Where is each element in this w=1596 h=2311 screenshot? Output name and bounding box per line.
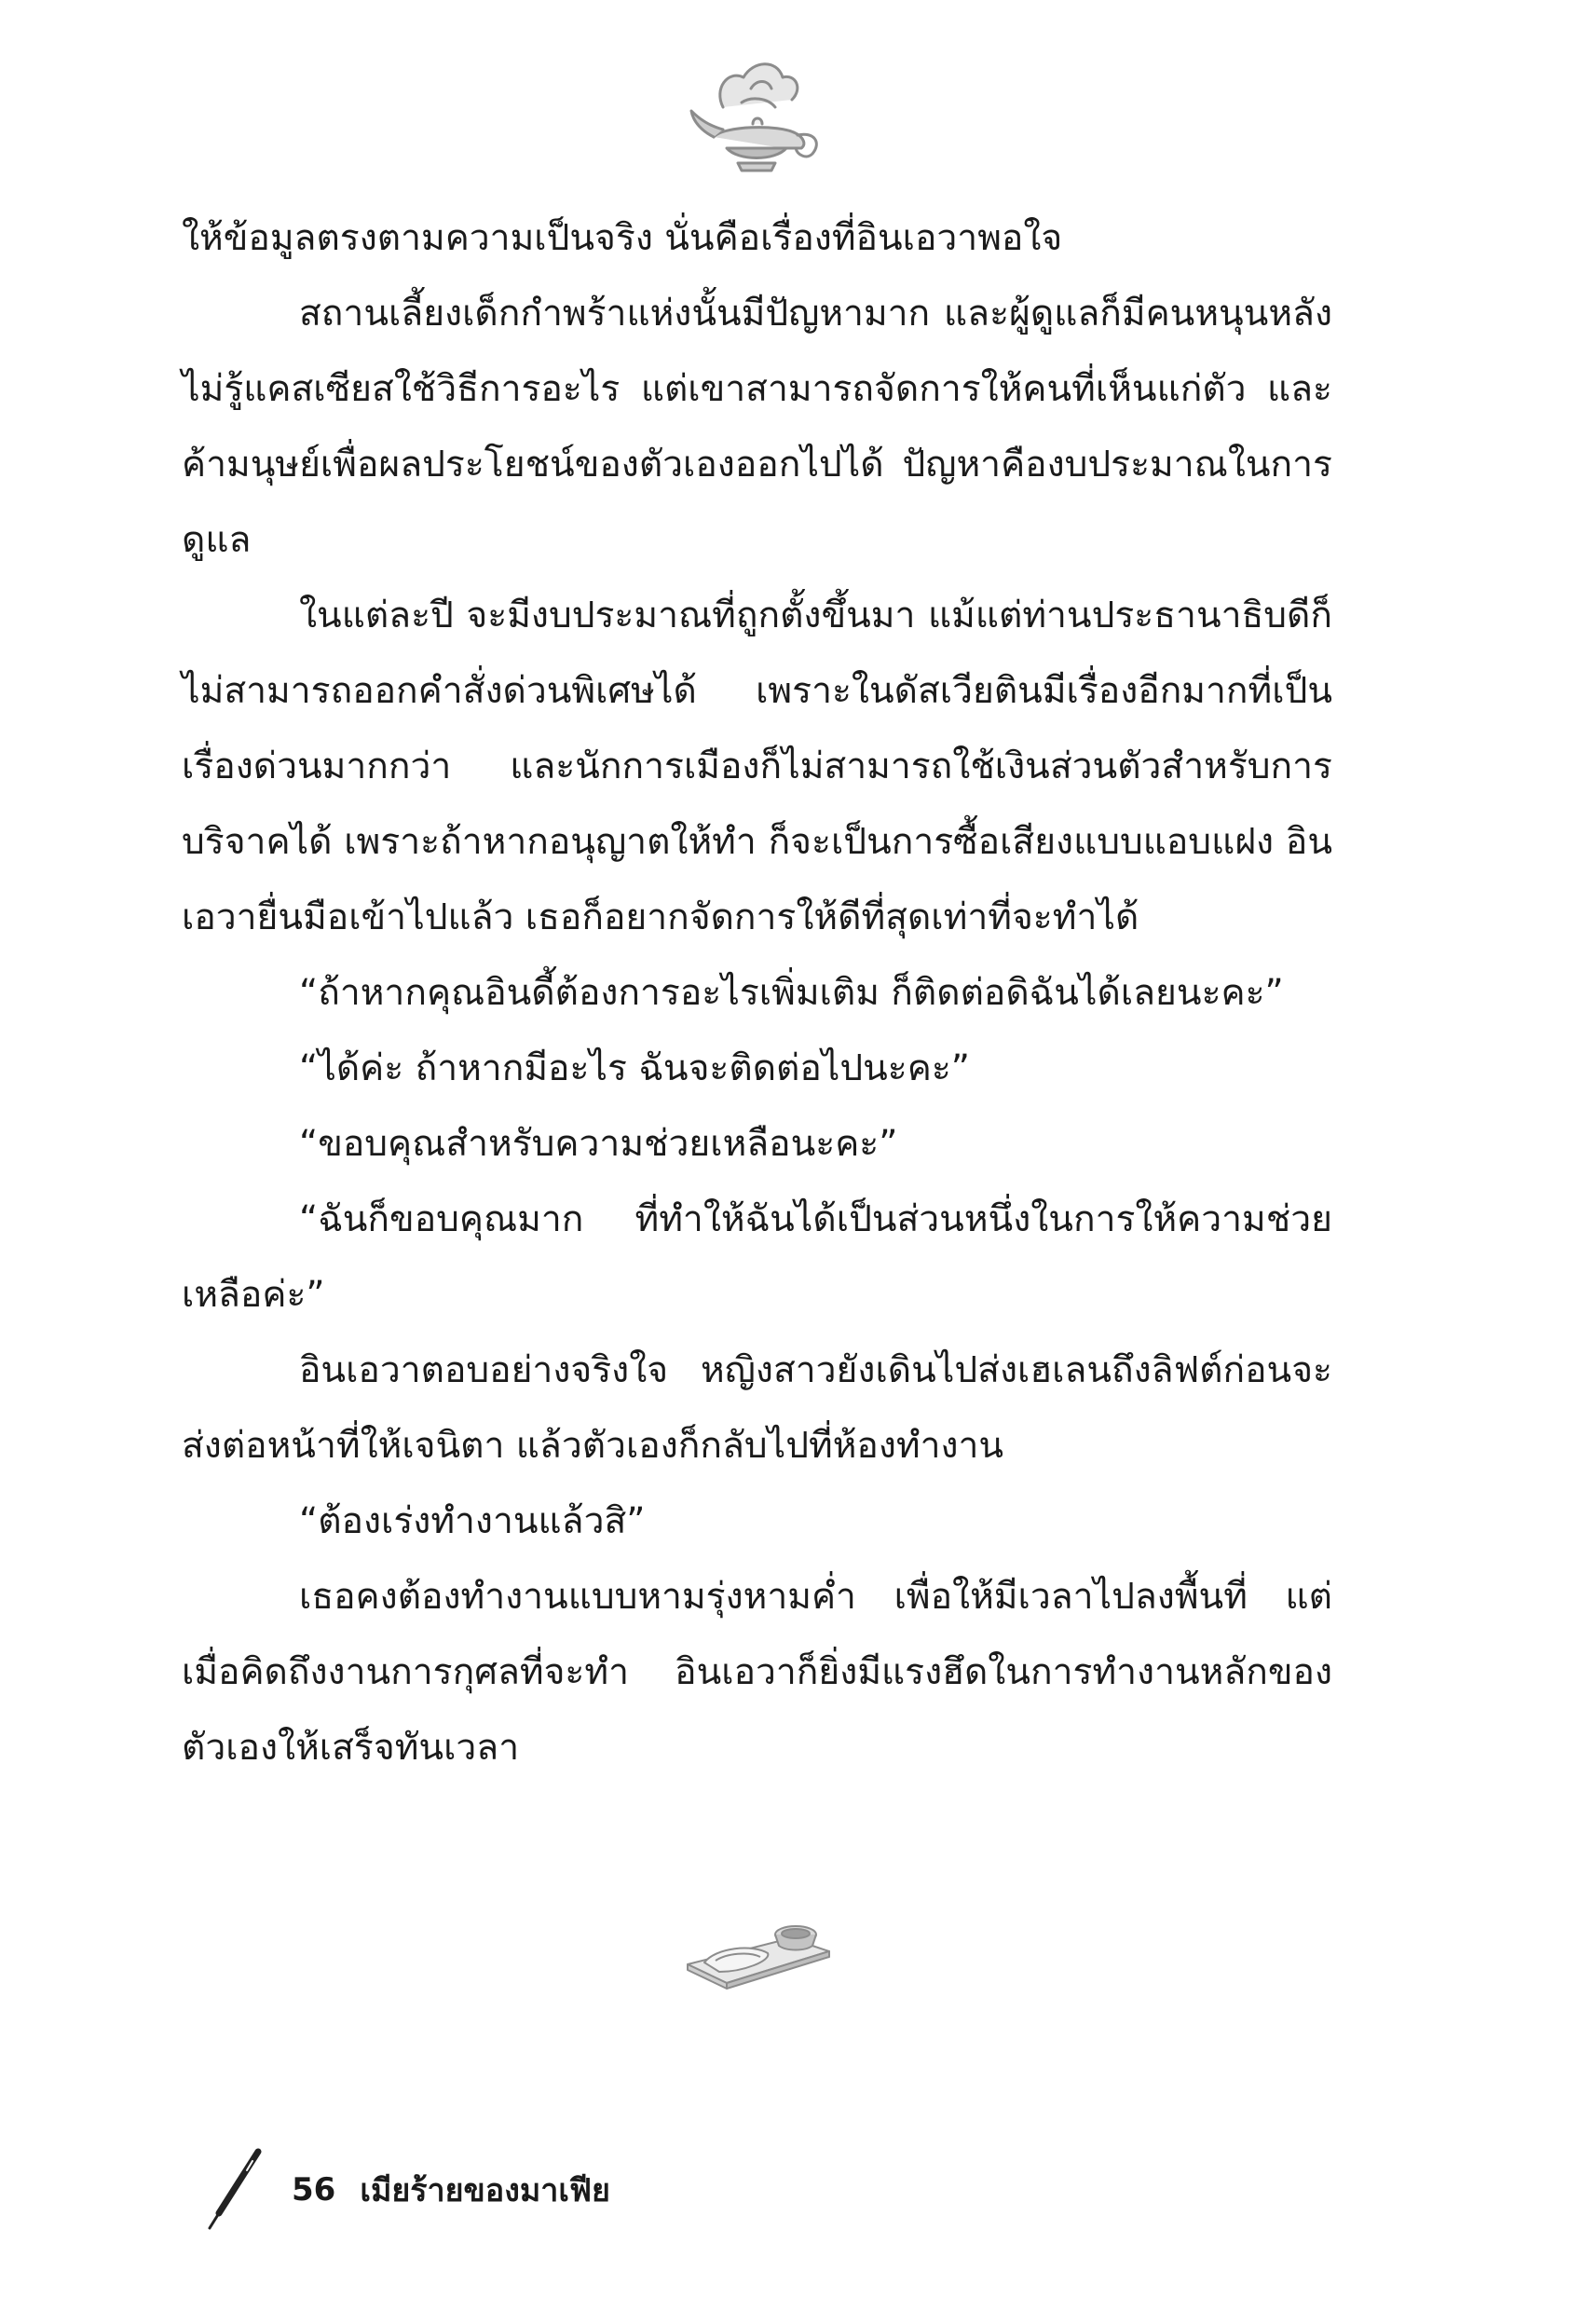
body-text (182, 200, 1332, 1785)
pen-icon (200, 2148, 266, 2232)
paragraph: “ได้ค่ะ ถ้าหากมีอะไร ฉันจะติดต่อไปนะคะ” (299, 1047, 970, 1089)
paragraph: ในแต่ละปี จะมีงบประมาณที่ถูกตั้งขึ้นมา แม้แต่ท่านประธานาธิบดีก็ไม่สามารถออกคำสั่งด่วนพิเศษได้ เพราะในดัสเวียตินมีเรื่องอีกมากที่เป็นเรื่องด่วนมากกว่า และนักการเมืองก็ไม่สามารถใช้เงินส่วนตัวสำหรับการบริจาคได้ เพราะถ้าหากอนุญาตให้ทำ ก็จะเป็นการซื้อเสียงแบบแอบแฝง อินเอวายื่นมือเข้าไปแล้ว เธอก็อยากจัดการให้ดีที่สุดเท่าที่จะทำได้ (182, 595, 1332, 938)
paragraph: “ฉันก็ขอบคุณมาก ที่ทำให้ฉันได้เป็นส่วนหนึ่งในการให้ความช่วยเหลือค่ะ” (182, 1198, 1332, 1316)
paragraph: “ถ้าหากคุณอินดี้ต้องการอะไรเพิ่มเติม ก็ติดต่อดิฉันได้เลยนะคะ” (299, 972, 1284, 1014)
page-number: 56 (292, 2171, 336, 2208)
book-title: เมียร้ายของมาเฟีย (360, 2172, 610, 2209)
food-plate-icon (678, 1910, 837, 1994)
paragraph: “ขอบคุณสำหรับความช่วยเหลือนะคะ” (299, 1123, 898, 1165)
paragraph: สถานเลี้ยงเด็กกำพร้าแห่งนั้นมีปัญหามาก และผู้ดูแลก็มีคนหนุนหลัง ไม่รู้แคสเซียสใช้วิธีการอะไร แต่เขาสามารถจัดการให้คนที่เห็นแก่ตัว และค้ามนุษย์เพื่อผลประโยชน์ของตัวเองออกไปได้ ปัญหาคืองบประมาณในการดูแล (182, 293, 1332, 561)
page-footer (200, 2153, 610, 2227)
paragraph: “ต้องเร่งทำงานแล้วสิ” (299, 1500, 646, 1542)
genie-lamp-icon (686, 51, 825, 182)
paragraph: เธอคงต้องทำงานแบบหามรุ่งหามค่ำ เพื่อให้มีเวลาไปลงพื้นที่ แต่เมื่อคิดถึงงานการกุศลที่จะทำ อินเอวาก็ยิ่งมีแรงฮึดในการทำงานหลักของตัวเองให้เสร็จทันเวลา (182, 1576, 1332, 1769)
paragraph: ให้ข้อมูลตรงตามความเป็นจริง นั่นคือเรื่องที่อินเอวาพอใจ (182, 217, 1063, 259)
paragraph: อินเอวาตอบอย่างจริงใจ หญิงสาวยังเดินไปส่งเฮเลนถึงลิฟต์ก่อนจะส่งต่อหน้าที่ให้เจนิตา แล้วตัวเองก็กลับไปที่ห้องทำงาน (182, 1349, 1332, 1467)
